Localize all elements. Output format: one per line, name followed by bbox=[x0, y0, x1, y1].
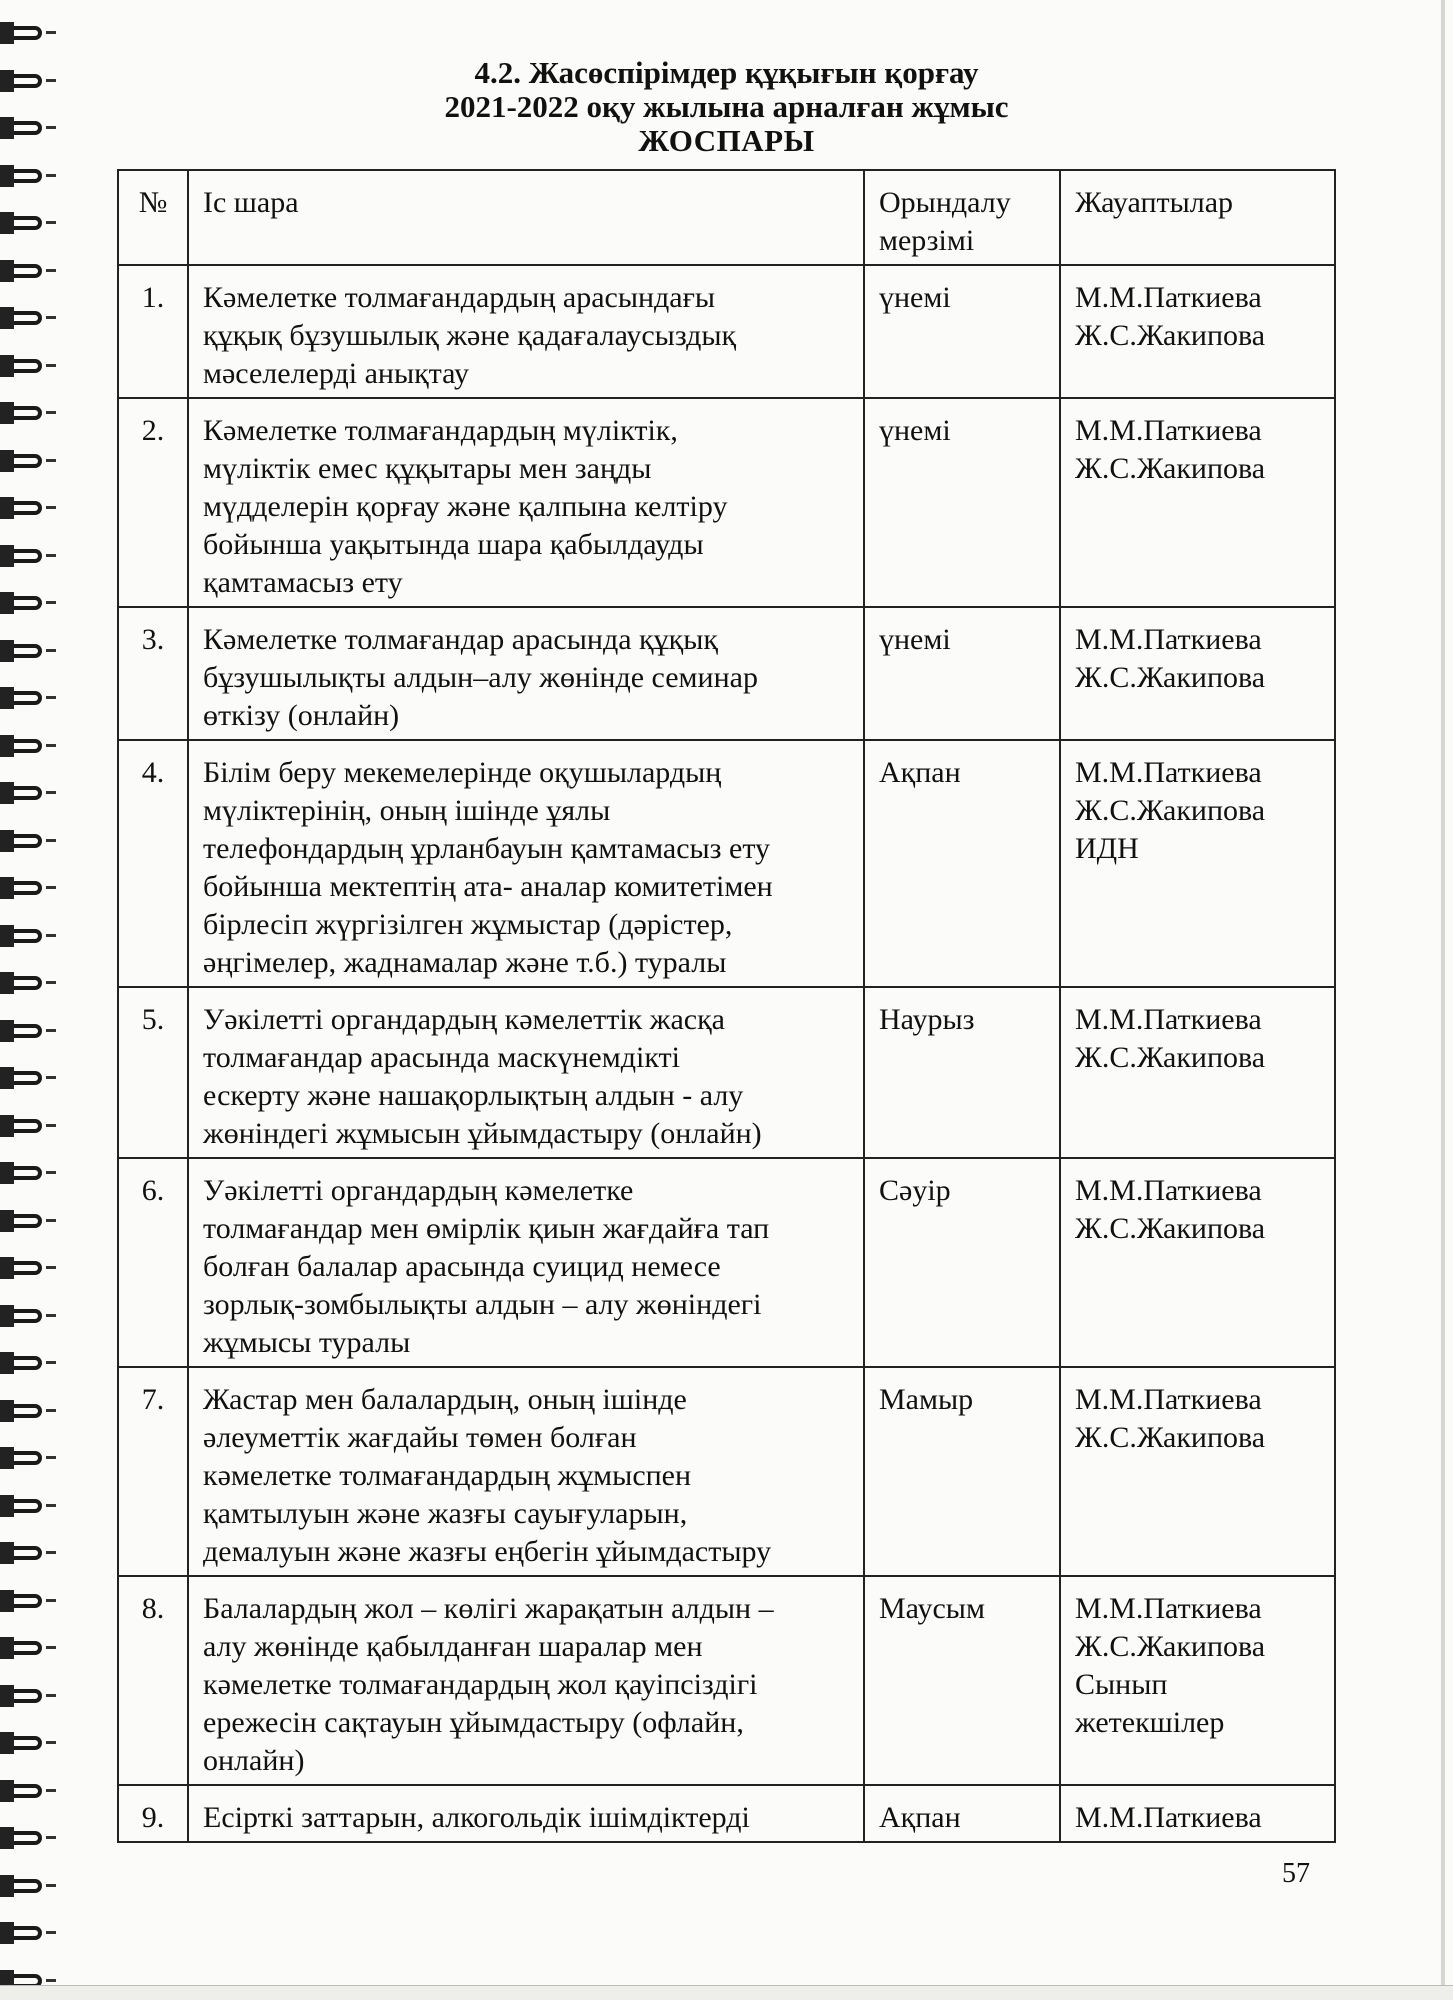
binding-ring bbox=[0, 1210, 44, 1232]
binding-ring bbox=[0, 1020, 44, 1042]
row-task: Есірткі заттарын, алкогольдік ішімдіктерді bbox=[188, 1785, 864, 1842]
table-row bbox=[118, 1576, 1335, 1785]
binding-ring bbox=[0, 1922, 44, 1944]
row-number: 5. bbox=[118, 987, 188, 1158]
row-task: Уәкілетті органдардың кәмелеттік жасқа толмағандар арасында маскүнемдікті ескерту және нашақорлықтың алдын - алу жөніндегі жұмысын ұйымдастыру (онлайн) bbox=[188, 987, 864, 1158]
table-row bbox=[118, 1367, 1335, 1576]
binding-ring bbox=[0, 1447, 44, 1469]
spiral-binding bbox=[0, 0, 70, 2000]
row-responsible bbox=[1060, 1785, 1335, 1842]
title-line-3: ЖОСПАРЫ bbox=[638, 123, 815, 158]
table-row bbox=[118, 1158, 1335, 1367]
table-row bbox=[118, 987, 1335, 1158]
row-number: 8. bbox=[118, 1576, 188, 1785]
binding-ring bbox=[0, 687, 44, 709]
binding-ring bbox=[0, 782, 44, 804]
row-responsible bbox=[1060, 1367, 1335, 1576]
title-line-2: 2021-2022 оқу жылына арналған жұмыс bbox=[444, 89, 1009, 124]
row-task: Білім беру мекемелерінде оқушылардың мүліктерінің, оның ішінде ұялы телефондардың ұрланбауын қамтамасыз ету бойынша мектептің ата- аналар комитетімен бірлесіп жүргізілген жұмыстар (дәрістер, әңгімелер, жаднамалар және т.б.) туралы bbox=[188, 740, 864, 987]
responsible-person: ИДН bbox=[1075, 832, 1139, 865]
responsible-person: Ж.С.Жакипова bbox=[1075, 661, 1266, 694]
table-row bbox=[118, 265, 1335, 398]
row-deadline: Мамыр bbox=[864, 1367, 1060, 1576]
binding-ring bbox=[0, 972, 44, 994]
responsible-person: Ж.С.Жакипова bbox=[1075, 794, 1266, 827]
row-task: Уәкілетті органдардың кәмелетке толмағандар мен өмірлік қиын жағдайға тап болған балалар арасында суицид немесе зорлық-зомбылықты алдын – алу жөніндегі жұмысы туралы bbox=[188, 1158, 864, 1367]
responsible-person: Ж.С.Жакипова bbox=[1075, 452, 1266, 485]
binding-ring bbox=[0, 1162, 44, 1184]
binding-ring bbox=[0, 735, 44, 757]
responsible-person: М.М.Паткиева bbox=[1075, 1003, 1262, 1036]
row-number: 1. bbox=[118, 265, 188, 398]
binding-ring bbox=[0, 640, 44, 662]
responsible-person: Ж.С.Жакипова bbox=[1075, 1421, 1266, 1454]
binding-ring bbox=[0, 830, 44, 852]
document-title bbox=[0, 56, 1453, 158]
responsible-person: М.М.Паткиева bbox=[1075, 1383, 1262, 1416]
responsible-person: М.М.Паткиева bbox=[1075, 756, 1262, 789]
binding-ring bbox=[0, 1400, 44, 1422]
row-number: 7. bbox=[118, 1367, 188, 1576]
binding-ring bbox=[0, 1115, 44, 1137]
row-deadline: үнемі bbox=[864, 607, 1060, 740]
row-task: Жастар мен балалардың, оның ішінде әлеуметтік жағдайы төмен болған кәмелетке толмағандардың жұмыспен қамтылуын және жазғы сауығуларын, демалуын және жазғы еңбегін ұйымдастыру bbox=[188, 1367, 864, 1576]
responsible-person: М.М.Паткиева bbox=[1075, 1592, 1262, 1625]
binding-ring bbox=[0, 260, 44, 282]
binding-ring bbox=[0, 497, 44, 519]
binding-ring bbox=[0, 1637, 44, 1659]
row-responsible bbox=[1060, 607, 1335, 740]
binding-ring bbox=[0, 925, 44, 947]
page-edge bbox=[1441, 0, 1445, 2000]
row-number: 2. bbox=[118, 398, 188, 607]
binding-ring bbox=[0, 212, 44, 234]
row-responsible bbox=[1060, 740, 1335, 987]
binding-ring bbox=[0, 1305, 44, 1327]
binding-ring bbox=[0, 1780, 44, 1802]
row-deadline: үнемі bbox=[864, 265, 1060, 398]
row-number: 6. bbox=[118, 1158, 188, 1367]
row-task: Кәмелетке толмағандар арасында құқық бұзушылықты алдын–алу жөнінде семинар өткізу (онлайн) bbox=[188, 607, 864, 740]
table-header-row bbox=[118, 170, 1335, 265]
row-responsible bbox=[1060, 265, 1335, 398]
binding-ring bbox=[0, 1542, 44, 1564]
binding-ring bbox=[0, 1067, 44, 1089]
row-number: 9. bbox=[118, 1785, 188, 1842]
row-responsible bbox=[1060, 1158, 1335, 1367]
row-deadline: Наурыз bbox=[864, 987, 1060, 1158]
responsible-person: М.М.Паткиева bbox=[1075, 623, 1262, 656]
row-number: 3. bbox=[118, 607, 188, 740]
binding-ring bbox=[0, 165, 44, 187]
binding-ring bbox=[0, 1257, 44, 1279]
title-line-1: 4.2. Жасөспірімдер құқығын қорғау bbox=[474, 55, 979, 90]
row-deadline: Ақпан bbox=[864, 740, 1060, 987]
row-deadline: үнемі bbox=[864, 398, 1060, 607]
row-task: Кәмелетке толмағандардың арасындағы құқық бұзушылық және қадағалаусыздық мәселелерді анықтау bbox=[188, 265, 864, 398]
page-number: 57 bbox=[1282, 1858, 1310, 1889]
responsible-person: Ж.С.Жакипова bbox=[1075, 1630, 1266, 1663]
binding-ring bbox=[0, 545, 44, 567]
row-number: 4. bbox=[118, 740, 188, 987]
row-deadline: Маусым bbox=[864, 1576, 1060, 1785]
responsible-person: Ж.С.Жакипова bbox=[1075, 319, 1266, 352]
header-task: Іс шара bbox=[188, 170, 864, 265]
binding-ring bbox=[0, 1827, 44, 1849]
row-deadline: Сәуір bbox=[864, 1158, 1060, 1367]
responsible-person: Сынып bbox=[1075, 1668, 1168, 1701]
binding-ring bbox=[0, 1495, 44, 1517]
responsible-person: М.М.Паткиева bbox=[1075, 281, 1262, 314]
binding-ring bbox=[0, 355, 44, 377]
binding-ring bbox=[0, 1685, 44, 1707]
responsible-person: М.М.Паткиева bbox=[1075, 414, 1262, 447]
row-responsible bbox=[1060, 1576, 1335, 1785]
row-task: Кәмелетке толмағандардың мүліктік, мүліктік емес құқытары мен заңды мүдделерін қорғау және қалпына келтіру бойынша уақытында шара қабылдауды қамтамасыз ету bbox=[188, 398, 864, 607]
header-deadline: Орындалу мерзімі bbox=[864, 170, 1060, 265]
binding-ring bbox=[0, 877, 44, 899]
page-bottom-edge bbox=[0, 1985, 1453, 2000]
table-row bbox=[118, 607, 1335, 740]
binding-ring bbox=[0, 592, 44, 614]
binding-ring bbox=[0, 1590, 44, 1612]
binding-ring bbox=[0, 1352, 44, 1374]
header-num: № bbox=[118, 170, 188, 265]
header-responsible: Жауаптылар bbox=[1060, 170, 1335, 265]
binding-ring bbox=[0, 450, 44, 472]
table-row bbox=[118, 1785, 1335, 1842]
row-task: Балалардың жол – көлігі жарақатын алдын – алу жөнінде қабылданған шаралар мен кәмелетке толмағандардың жол қауіпсіздігі ережесін сақтауын ұйымдастыру (офлайн, онлайн) bbox=[188, 1576, 864, 1785]
binding-ring bbox=[0, 1875, 44, 1897]
row-responsible bbox=[1060, 398, 1335, 607]
work-plan-table bbox=[117, 169, 1336, 1843]
row-deadline: Ақпан bbox=[864, 1785, 1060, 1842]
row-responsible bbox=[1060, 987, 1335, 1158]
responsible-person: жетекшілер bbox=[1075, 1706, 1225, 1739]
binding-ring bbox=[0, 1732, 44, 1754]
binding-ring bbox=[0, 307, 44, 329]
binding-ring bbox=[0, 22, 44, 44]
table-row bbox=[118, 740, 1335, 987]
binding-ring bbox=[0, 402, 44, 424]
responsible-person: М.М.Паткиева bbox=[1075, 1801, 1262, 1834]
responsible-person: Ж.С.Жакипова bbox=[1075, 1041, 1266, 1074]
table-row bbox=[118, 398, 1335, 607]
responsible-person: Ж.С.Жакипова bbox=[1075, 1212, 1266, 1245]
responsible-person: М.М.Паткиева bbox=[1075, 1174, 1262, 1207]
